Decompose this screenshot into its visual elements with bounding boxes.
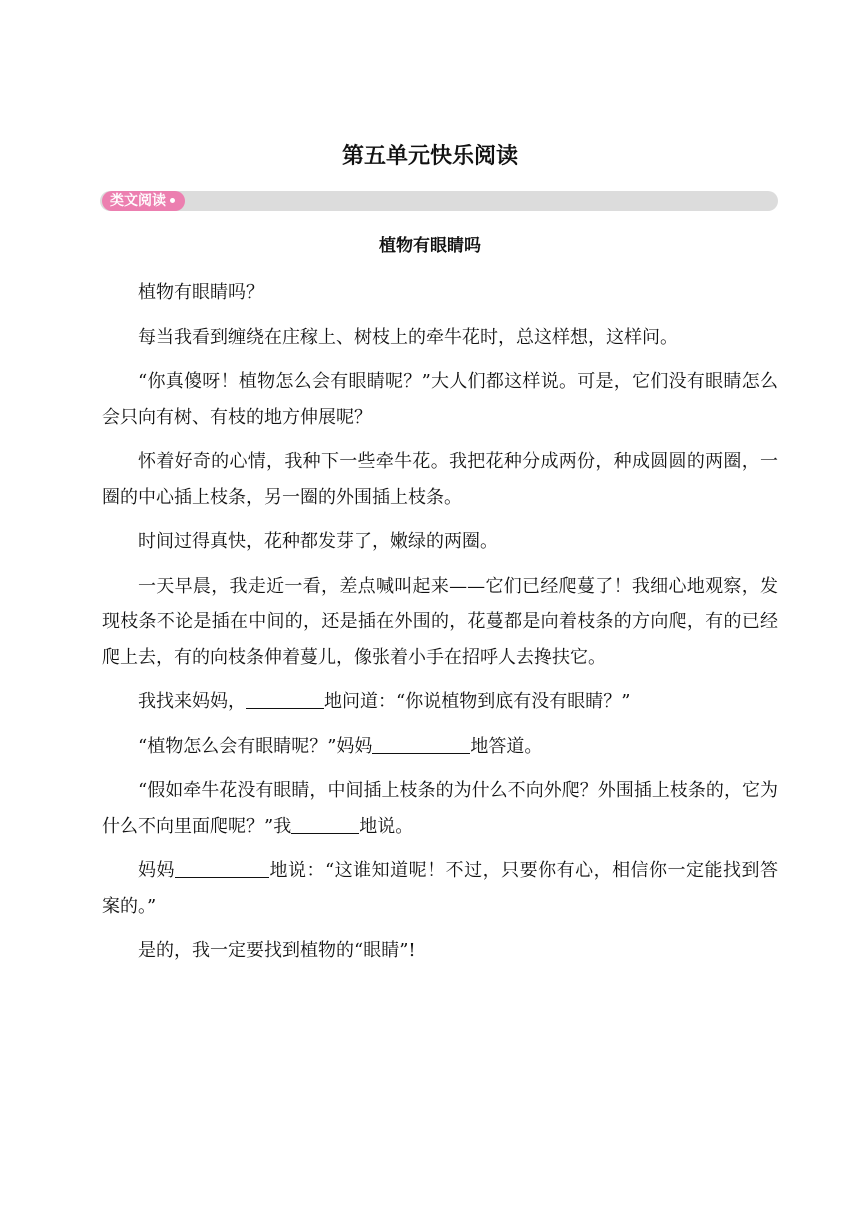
paragraph: 植物有眼睛吗？ — [138, 282, 264, 303]
paragraph: 怀着好奇的心情，我种下一些牵牛花。我把花种分成两份，种成圆圆的两圈，一圈的中心插上枝条，另一圈的外围插上枝条。 — [102, 451, 778, 508]
text-segment: 地说：“这谁知道呢！不过，只要你有心，相信你一定能找到答案的。” — [102, 860, 779, 917]
paragraph: 一天早晨，我走近一看，差点喊叫起来——它们已经爬蔓了！我细心地观察，发现枝条不论是插在中间的，还是插在外围的，花蔓都是向着枝条的方向爬，有的已经爬上去，有的向枝条伸着蔓儿，像张着小手在招呼人去搀扶它。 — [102, 575, 778, 668]
text-segment: 我找来妈妈， — [138, 691, 246, 712]
section-header-bar — [100, 191, 778, 211]
paragraph: “你真傻呀！植物怎么会有眼睛呢？”大人们都这样说。可是，它们没有眼睛怎么会只向有树、有枝的地方伸展呢？ — [102, 371, 778, 428]
text-segment: “植物怎么会有眼睛呢？”妈妈 — [138, 735, 373, 757]
section-tag — [102, 191, 185, 211]
section-tag-label: 类文阅读 — [110, 193, 166, 209]
fill-in-blank[interactable] — [291, 815, 359, 834]
fill-in-blank[interactable] — [372, 735, 470, 754]
text-segment: “假如牵牛花没有眼睛，中间插上枝条的为什么不向外爬？外围插上枝条的，它为什么不向里面爬呢？”我 — [102, 780, 778, 837]
article-title: 植物有眼睛吗 — [379, 236, 481, 256]
page-title: 第五单元快乐阅读 — [341, 144, 518, 169]
paragraph-with-blank — [102, 729, 778, 765]
paragraph: 每当我看到缠绕在庄稼上、树枝上的牵牛花时，总这样想，这样问。 — [138, 326, 678, 348]
text-segment: 地说。 — [359, 815, 414, 837]
text-segment: 地问道：“你说植物到底有没有眼睛？” — [324, 691, 631, 712]
bullet-dot-icon — [170, 198, 175, 203]
paragraph: 是的，我一定要找到植物的“眼睛”! — [138, 940, 416, 961]
paragraph-with-blank — [102, 773, 778, 844]
fill-in-blank[interactable] — [246, 690, 324, 709]
article-body — [102, 275, 778, 978]
paragraph: 时间过得真快，花种都发芽了，嫩绿的两圈。 — [138, 531, 498, 552]
paragraph-with-blank — [102, 684, 778, 720]
text-segment: 地答道。 — [470, 735, 543, 757]
paragraph-with-blank — [102, 853, 778, 924]
text-segment: 妈妈 — [138, 860, 175, 881]
fill-in-blank[interactable] — [175, 859, 269, 878]
